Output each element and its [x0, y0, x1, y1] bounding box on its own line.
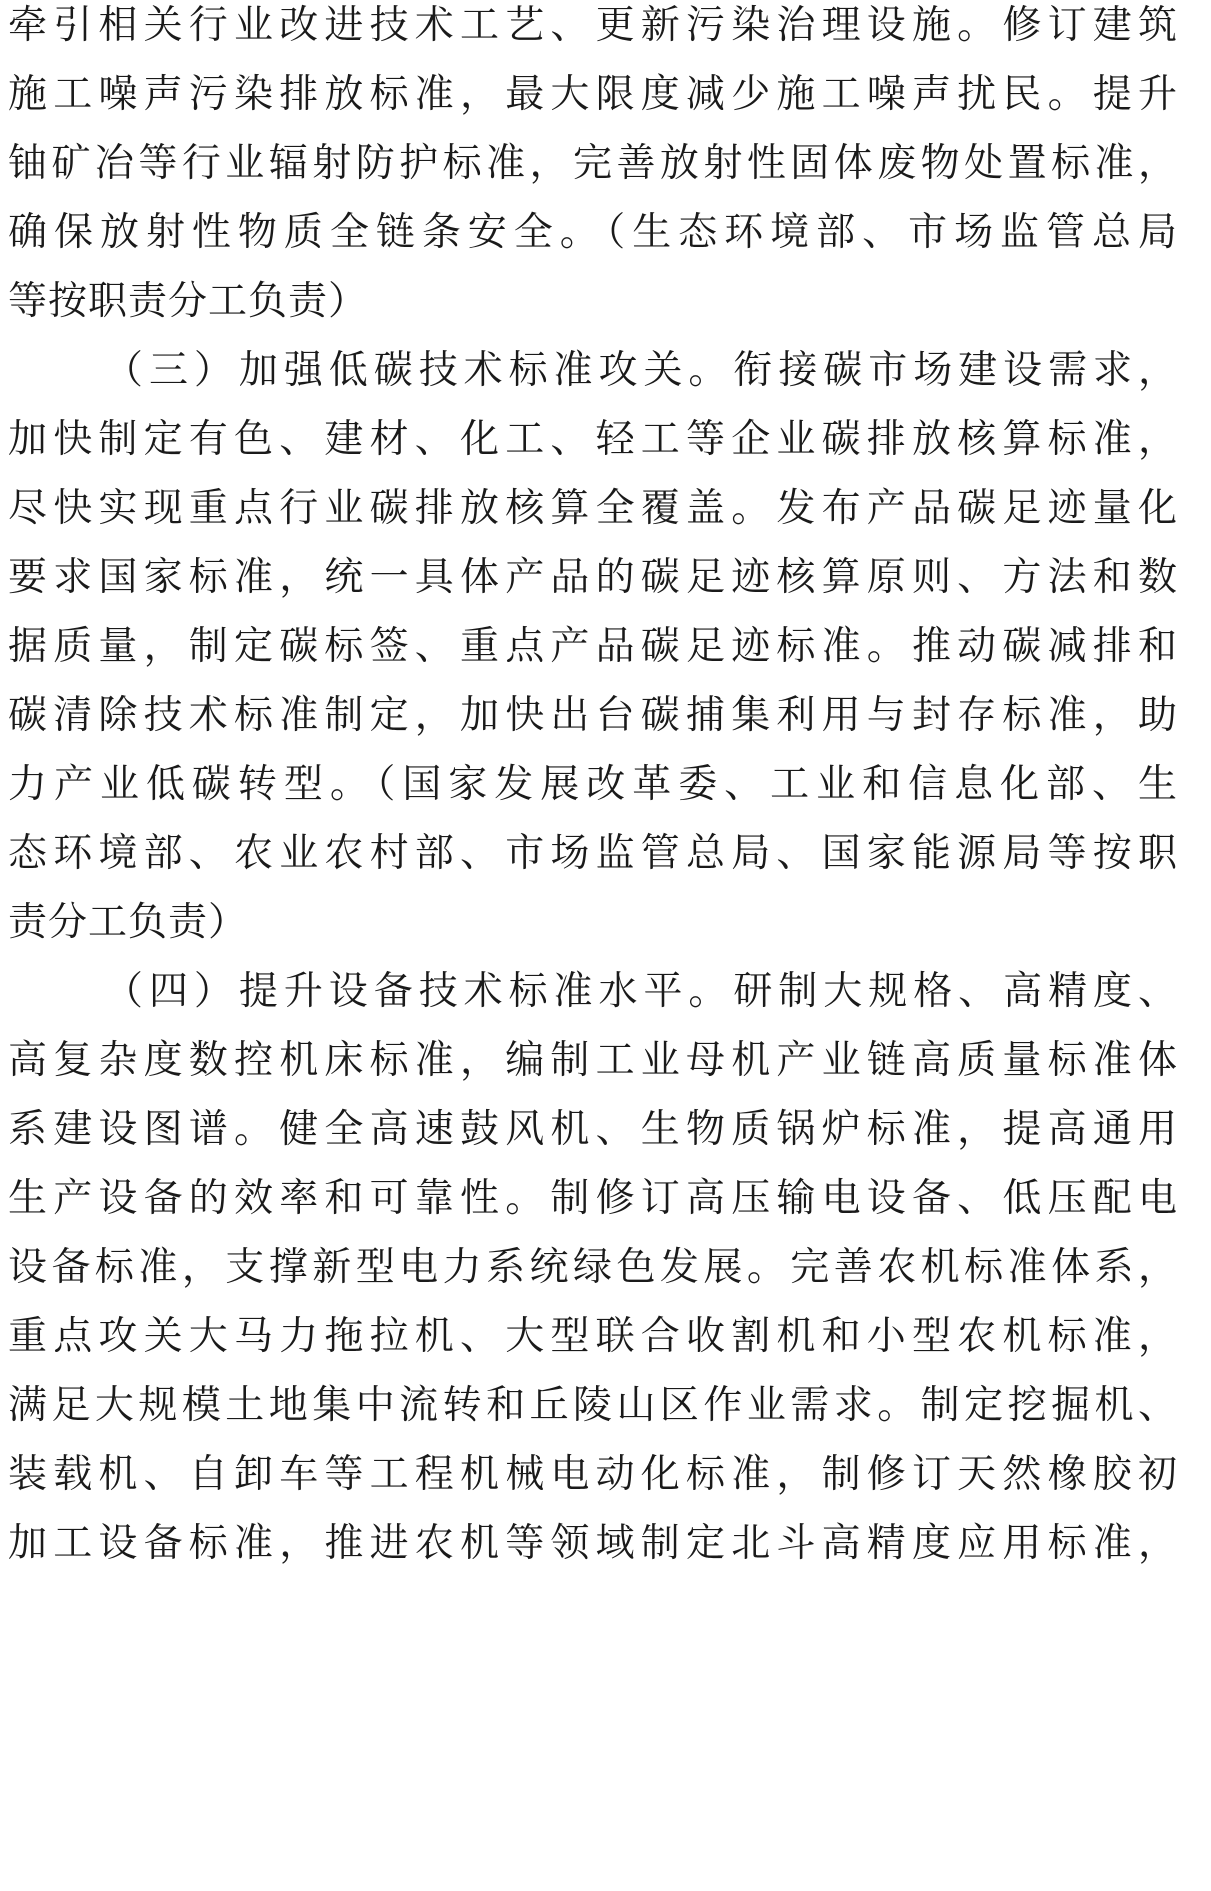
text-line: 加工设备标准，推进农机等领域制定北斗高精度应用标准， — [8, 1521, 1178, 1566]
text-line: 重点攻关大马力拖拉机、大型联合收割机和小型农机标准， — [8, 1314, 1178, 1359]
text-line: 等按职责分工负责） — [8, 279, 369, 324]
text-line: 态环境部、农业农村部、市场监管总局、国家能源局等按职 — [8, 831, 1178, 876]
text-line: 力产业低碳转型。（国家发展改革委、工业和信息化部、生 — [8, 762, 1178, 807]
text-line: 装载机、自卸车等工程机械电动化标准，制修订天然橡胶初 — [8, 1452, 1178, 1497]
text-line: 生产设备的效率和可靠性。制修订高压输电设备、低压配电 — [8, 1176, 1178, 1221]
text-line: 责分工负责） — [8, 900, 249, 945]
text-line: 牵引相关行业改进技术工艺、更新污染治理设施。修订建筑 — [8, 3, 1178, 48]
text-line: 系建设图谱。健全高速鼓风机、生物质锅炉标准，提高通用 — [8, 1107, 1178, 1152]
text-line: 高复杂度数控机床标准，编制工业母机产业链高质量标准体 — [8, 1038, 1178, 1083]
section-heading-line: （三）加强低碳技术标准攻关。衔接碳市场建设需求， — [104, 348, 1178, 393]
text-line: 确保放射性物质全链条安全。（生态环境部、市场监管总局 — [8, 210, 1178, 255]
text-line: 加快制定有色、建材、化工、轻工等企业碳排放核算标准， — [8, 417, 1178, 462]
text-line: 施工噪声污染排放标准，最大限度减少施工噪声扰民。提升 — [8, 72, 1178, 117]
text-line: 要求国家标准，统一具体产品的碳足迹核算原则、方法和数 — [8, 555, 1178, 600]
text-line: 据质量，制定碳标签、重点产品碳足迹标准。推动碳减排和 — [8, 624, 1178, 669]
text-line: 满足大规模土地集中流转和丘陵山区作业需求。制定挖掘机、 — [8, 1383, 1178, 1428]
section-heading-line: （四）提升设备技术标准水平。研制大规格、高精度、 — [104, 969, 1178, 1014]
text-line: 设备标准，支撑新型电力系统绿色发展。完善农机标准体系， — [8, 1245, 1178, 1290]
text-line: 碳清除技术标准制定，加快出台碳捕集利用与封存标准，助 — [8, 693, 1178, 738]
text-line: 尽快实现重点行业碳排放核算全覆盖。发布产品碳足迹量化 — [8, 486, 1178, 531]
text-line: 铀矿冶等行业辐射防护标准，完善放射性固体废物处置标准， — [8, 141, 1178, 186]
